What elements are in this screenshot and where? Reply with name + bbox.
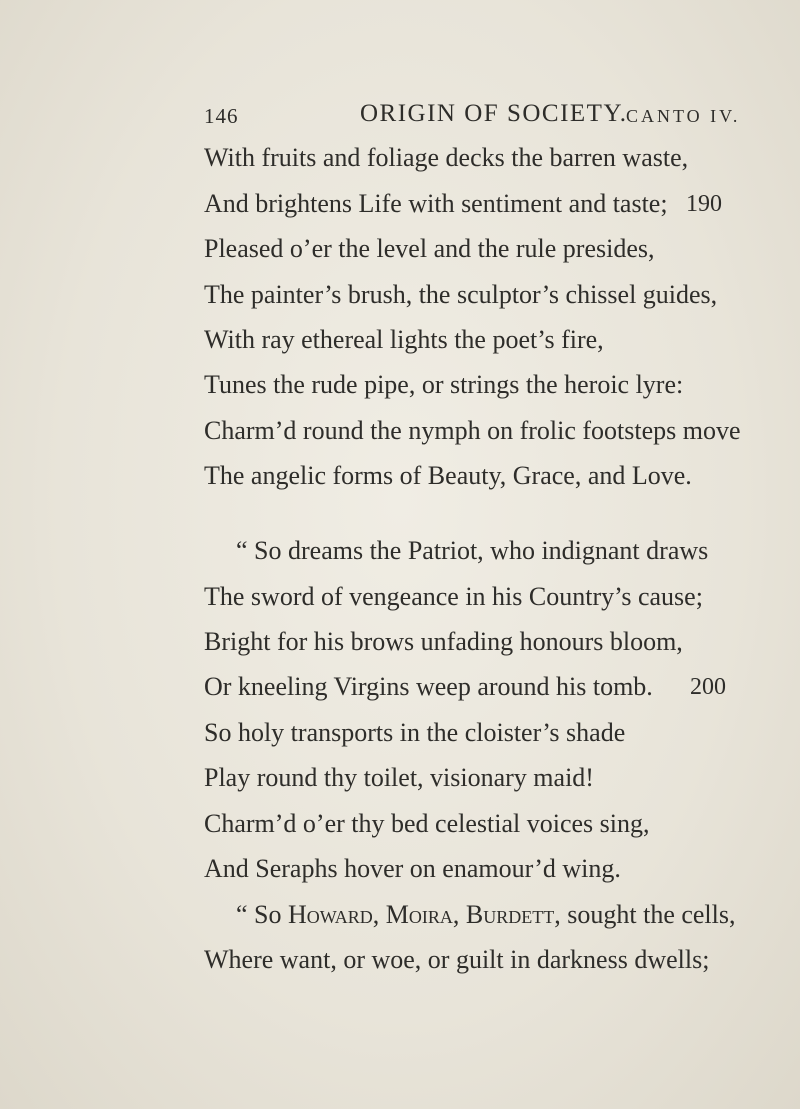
verse-line: The angelic forms of Beauty, Grace, and Love. (204, 461, 692, 490)
canto-label: CANTO IV. (626, 106, 741, 126)
verse-line: Charm’d round the nymph on frolic footsteps move (204, 416, 741, 445)
line-number: 200 (690, 674, 726, 700)
verse-line: Bright for his brows unfading honours bloom, (204, 627, 683, 656)
verse-line: With fruits and foliage decks the barren waste, (204, 143, 689, 172)
page-header (204, 100, 764, 132)
verse-line: Or kneeling Virgins weep around his tomb. (204, 672, 653, 701)
running-title: ORIGIN OF SOCIETY. (360, 100, 628, 127)
person-name: Burdett (465, 900, 555, 929)
verse-line: Where want, or woe, or guilt in darkness dwells; (204, 945, 710, 974)
verse-line: Charm’d o’er thy bed celestial voices sing, (204, 809, 650, 838)
person-name: Moira (385, 900, 453, 929)
person-name: Howard (288, 900, 373, 929)
verse-line: Tunes the rude pipe, or strings the heroic lyre: (204, 370, 684, 399)
page-number: 146 (204, 104, 239, 128)
verse-text: , sought the cells, (554, 900, 736, 929)
verse-text: “ So (236, 900, 288, 929)
verse-line: And Seraphs hover on enamour’d wing. (204, 854, 621, 883)
verse-line: Pleased o’er the level and the rule presides, (204, 234, 655, 263)
line-number: 190 (686, 191, 722, 217)
verse-line: So holy transports in the cloister’s shade (204, 718, 626, 747)
verse-line: And brightens Life with sentiment and taste; (204, 189, 668, 218)
verse-line: The sword of vengeance in his Country’s cause; (204, 582, 703, 611)
verse-line: Play round thy toilet, visionary maid! (204, 763, 594, 792)
verse-text: , (372, 900, 386, 929)
verse-line-with-names (236, 900, 736, 930)
verse-line: With ray ethereal lights the poet’s fire, (204, 325, 604, 354)
verse-line: The painter’s brush, the sculptor’s chissel guides, (204, 280, 718, 309)
verse-text: , (452, 900, 466, 929)
verse-line: “ So dreams the Patriot, who indignant draws (236, 536, 709, 565)
